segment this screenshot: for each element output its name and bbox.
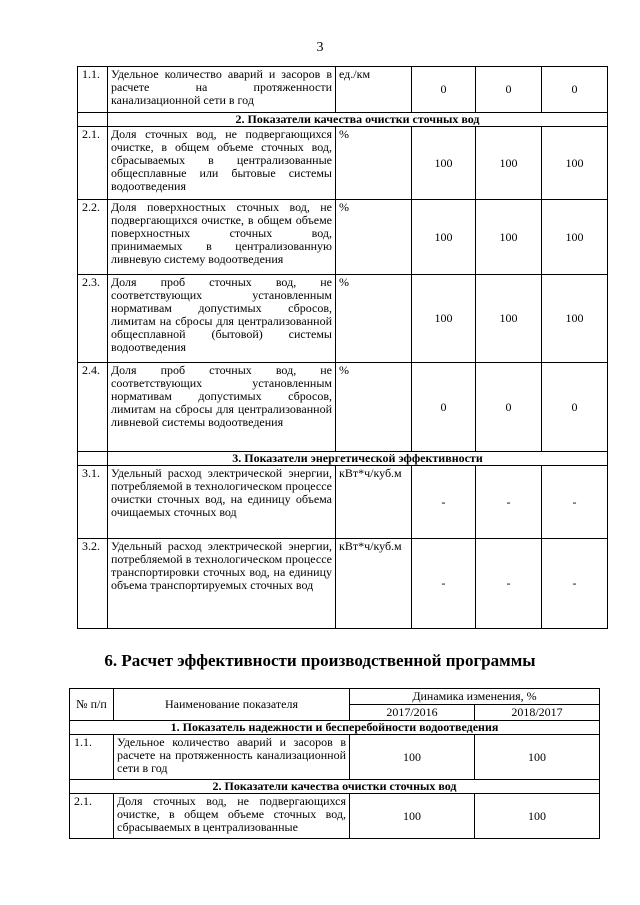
unit-cell: кВт*ч/куб.м <box>336 539 412 629</box>
row-number: 1.1. <box>78 67 108 113</box>
indicator-name: Удельный расход электрической энергии, потребляемой в технологическом процессе транспортировки сточных вод, на единицу объема транспортируемых сточных вод <box>108 539 336 629</box>
section-heading: 2. Показатели качества очистки сточных вод <box>70 780 600 794</box>
table-row <box>78 200 608 275</box>
row-number: 1.1. <box>70 735 114 780</box>
header-period-2: 2018/2017 <box>475 705 600 721</box>
value-cell: 100 <box>350 794 475 839</box>
value-cell: 0 <box>476 363 542 452</box>
section-heading: 1. Показатель надежности и бесперебойности водоотведения <box>70 721 600 735</box>
value-cell: 0 <box>542 363 608 452</box>
value-cell: 100 <box>350 735 475 780</box>
section-row <box>70 721 600 735</box>
value-cell: - <box>542 539 608 629</box>
table-row <box>78 127 608 200</box>
indicator-name: Доля поверхностных сточных вод, не подвергающихся очистке, в общем объеме поверхностных сточных вод, принимаемых в централизованную ливневую систему водоотведения <box>108 200 336 275</box>
section-6-title: 6. Расчет эффективности производственной программы <box>104 651 536 670</box>
row-number: 2.1. <box>78 127 108 200</box>
unit-cell: % <box>336 275 412 363</box>
value-cell: 0 <box>412 67 476 113</box>
value-cell: 100 <box>412 200 476 275</box>
value-cell: 100 <box>476 275 542 363</box>
unit-cell: % <box>336 363 412 452</box>
value-cell: 100 <box>475 735 600 780</box>
value-cell: - <box>476 466 542 539</box>
value-cell: 100 <box>542 275 608 363</box>
unit-cell: % <box>336 200 412 275</box>
header-indicator-name: Наименование показателя <box>114 689 350 721</box>
section-row <box>70 780 600 794</box>
section-heading: 2. Показатели качества очистки сточных вод <box>108 113 608 127</box>
indicator-name: Доля проб сточных вод, не соответствующих установленным нормативам допустимых сбросов, лимитам на сбросы для централизованной ливневой системы водоотведения <box>108 363 336 452</box>
table-row <box>78 275 608 363</box>
value-cell: 100 <box>475 794 600 839</box>
row-number: 3.1. <box>78 466 108 539</box>
table-row <box>78 466 608 539</box>
unit-cell: % <box>336 127 412 200</box>
value-cell: 100 <box>542 200 608 275</box>
table-row <box>70 735 600 780</box>
indicator-name: Доля проб сточных вод, не соответствующих установленным нормативам допустимых сбросов, лимитам на сбросы для централизованной общесплавной (бытовой) системы водоотведения <box>108 275 336 363</box>
value-cell: 100 <box>412 275 476 363</box>
section-row <box>78 113 608 127</box>
value-cell: 0 <box>476 67 542 113</box>
header-number: № п/п <box>70 689 114 721</box>
value-cell: 100 <box>542 127 608 200</box>
row-number: 2.1. <box>70 794 114 839</box>
row-number: 3.2. <box>78 539 108 629</box>
header-row <box>70 689 600 705</box>
table-row <box>78 363 608 452</box>
row-number: 2.4. <box>78 363 108 452</box>
value-cell: 100 <box>476 200 542 275</box>
indicator-name: Удельный расход электрической энергии, потребляемой в технологическом процессе очистки сточных вод, на единицу объема очищаемых сточных вод <box>108 466 336 539</box>
section-heading: 3. Показатели энергетической эффективности <box>108 452 608 466</box>
value-cell: - <box>542 466 608 539</box>
indicator-name: Доля сточных вод, не подвергающихся очистке, в общем объеме сточных вод, сбрасываемых в централизованные общесплавные или бытовые системы водоотведения <box>108 127 336 200</box>
row-number: 2.2. <box>78 200 108 275</box>
header-period-1: 2017/2016 <box>350 705 475 721</box>
value-cell: - <box>412 539 476 629</box>
indicator-name: Доля сточных вод, не подвергающихся очистке, в общем объеме сточных вод, сбрасываемых в централизованные <box>114 794 350 839</box>
value-cell: 100 <box>412 127 476 200</box>
table-row <box>78 67 608 113</box>
unit-cell: кВт*ч/куб.м <box>336 466 412 539</box>
section-row <box>78 452 608 466</box>
value-cell: 0 <box>412 363 476 452</box>
value-cell: 100 <box>476 127 542 200</box>
header-dynamics: Динамика изменения, % <box>350 689 600 705</box>
page-number: 3 <box>316 40 324 55</box>
table-row <box>78 539 608 629</box>
row-number: 2.3. <box>78 275 108 363</box>
table-row <box>70 794 600 839</box>
efficiency-table <box>69 688 600 839</box>
value-cell: - <box>412 466 476 539</box>
value-cell: - <box>476 539 542 629</box>
unit-cell: ед./км <box>336 67 412 113</box>
indicator-name: Удельное количество аварий и засоров в расчете на протяженности канализационной сети в год <box>108 67 336 113</box>
value-cell: 0 <box>542 67 608 113</box>
indicator-name: Удельное количество аварий и засоров в расчете на протяженность канализационной сети в год <box>114 735 350 780</box>
indicators-table <box>77 66 608 629</box>
